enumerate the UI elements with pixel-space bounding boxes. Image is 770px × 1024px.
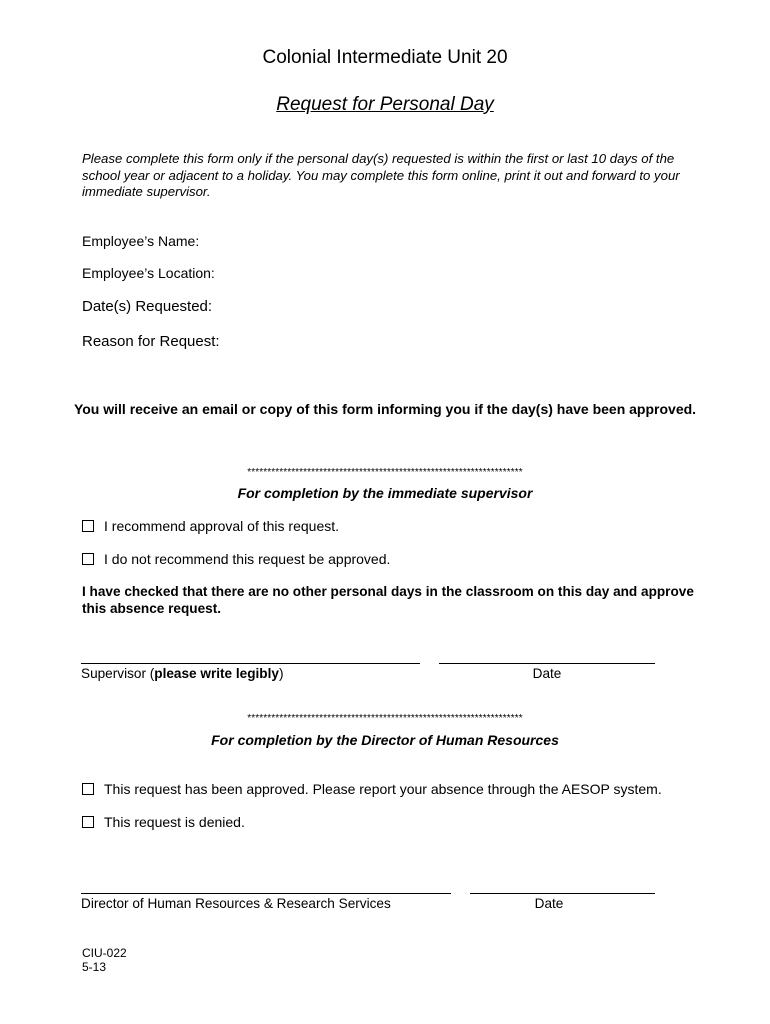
reason-label: Reason for Request:: [82, 333, 220, 350]
supervisor-date-label: Date: [532, 666, 562, 681]
recommend-approval-option[interactable]: [82, 518, 339, 534]
employee-location-label: Employee’s Location:: [82, 265, 215, 281]
not-recommend-label: I do not recommend this request be approved.: [104, 551, 391, 567]
request-denied-option[interactable]: [82, 814, 245, 830]
supervisor-signature-prefix: Supervisor (: [81, 666, 155, 681]
form-revision: 5-13: [82, 960, 107, 974]
request-denied-checkbox[interactable]: [82, 816, 94, 828]
supervisor-signature-line[interactable]: [81, 663, 420, 664]
dates-requested-label: Date(s) Requested:: [82, 298, 213, 315]
director-signature-label: Director of Human Resources & Research Services: [81, 896, 391, 911]
organization-name: Colonial Intermediate Unit 20: [262, 47, 508, 68]
request-denied-label: This request is denied.: [104, 814, 245, 830]
recommend-approval-label: I recommend approval of this request.: [104, 518, 340, 534]
director-signature-line[interactable]: [81, 893, 451, 894]
employee-name-label: Employee’s Name:: [82, 233, 200, 249]
form-instructions: Please complete this form only if the personal day(s) requested is within the first or last 10 days of the school year or adjacent to a holiday. You may complete this form online, print it out and forward to your immediate supervisor.: [82, 151, 680, 199]
form-code: CIU-022: [82, 946, 127, 960]
not-recommend-checkbox[interactable]: [82, 553, 94, 565]
supervisor-legibly-note: please write legibly: [154, 666, 279, 681]
request-approved-label: This request has been approved. Please report your absence through the AESOP system.: [104, 781, 662, 797]
request-approved-checkbox[interactable]: [82, 783, 94, 795]
approval-notice: You will receive an email or copy of this form informing you if the day(s) have been approved.: [73, 401, 697, 417]
director-date-line[interactable]: [470, 893, 655, 894]
request-approved-option[interactable]: [82, 781, 662, 797]
section-separator-2: *********************************************************************: [247, 713, 523, 724]
recommend-approval-checkbox[interactable]: [82, 520, 94, 532]
not-recommend-option[interactable]: [82, 551, 390, 567]
supervisor-signature-label: [81, 666, 283, 681]
supervisor-date-line[interactable]: [439, 663, 655, 664]
hr-section-heading: For completion by the Director of Human Resources: [211, 732, 559, 748]
supervisor-signature-suffix: ): [278, 666, 284, 681]
section-separator: *********************************************************************: [247, 467, 523, 478]
director-date-label: Date: [534, 896, 564, 911]
form-title: Request for Personal Day: [276, 94, 494, 115]
supervisor-section-heading: For completion by the immediate supervisor: [237, 485, 533, 501]
supervisor-certification: I have checked that there are no other personal days in the classroom on this day and approve this absence request.: [82, 584, 694, 616]
